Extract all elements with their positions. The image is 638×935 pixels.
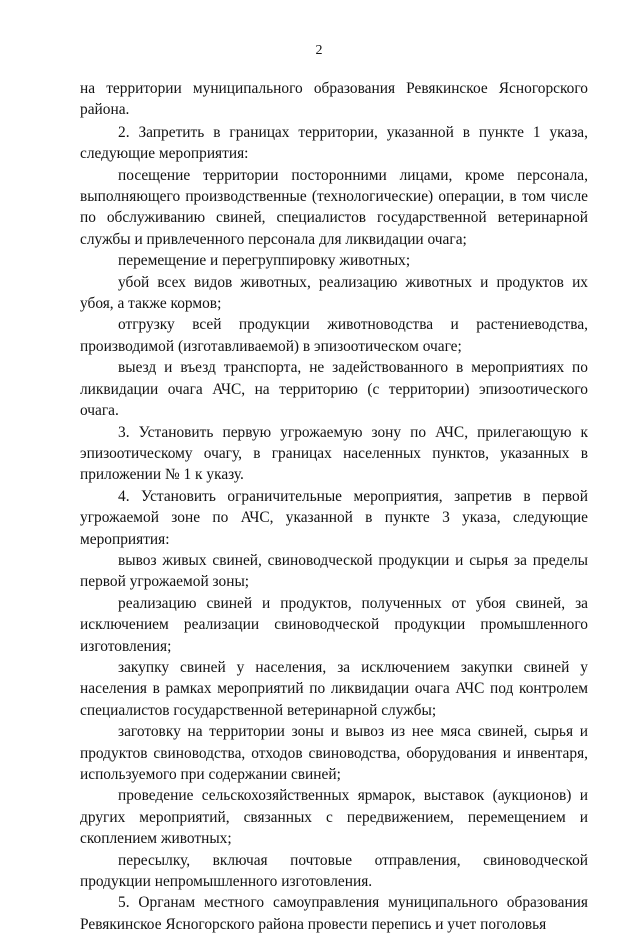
paragraph-restriction-purchase: закупку свиней у населения, за исключением закупки свиней у населения в рамках мероприятий по ликвидации очага АЧС под контролем специалистов государственной ветеринарной службы; xyxy=(80,658,588,719)
paragraph-item-2: 2. Запретить в границах территории, указанной в пункте 1 указа, следующие мероприятия: xyxy=(80,123,588,163)
document-body xyxy=(80,78,588,935)
paragraph-prohibition-movement: перемещение и перегруппировку животных; xyxy=(118,252,411,270)
paragraph-item-3: 3. Установить первую угрожаемую зону по АЧС, прилегающую к эпизоотическому очагу, в границах населенных пунктов, указанных в приложении № 1 к указу. xyxy=(80,423,588,484)
paragraph-restriction-export: вывоз живых свиней, свиноводческой продукции и сырья за пределы первой угрожаемой зоны; xyxy=(80,551,588,591)
paragraph-restriction-mailing: пересылку, включая почтовые отправления, свиноводческой продукции непромышленного изготовления. xyxy=(80,851,588,891)
paragraph-restriction-sale: реализацию свиней и продуктов, полученных от убоя свиней, за исключением реализации свиноводческой продукции промышленного изготовления; xyxy=(80,594,588,655)
paragraph-prohibition-shipment: отгрузку всей продукции животноводства и растениеводства, производимой (изготавливаемой) в эпизоотическом очаге; xyxy=(80,316,588,355)
paragraph-restriction-procurement: заготовку на территории зоны и вывоз из нее мяса свиней, сырья и продуктов свиноводства, отходов свиноводства, оборудования и инвентаря, используемого при содержании свиней; xyxy=(80,723,588,783)
paragraph-prohibition-visits: посещение территории посторонними лицами, кроме персонала, выполняющего производственные (технологические) операции, в том числе по обслуживанию свиней, специалистов государственной ветеринарной службы и привлеченного персонала для ликвидации очага; xyxy=(80,166,588,248)
paragraph-continuation: на территории муниципального образования Ревякинское Ясногорского района. xyxy=(80,80,588,119)
paragraph-item-4: 4. Установить ограничительные мероприятия, запретив в первой угрожаемой зоне по АЧС, указанной в пункте 3 указа, следующие мероприятия: xyxy=(80,487,588,548)
page-number: 2 xyxy=(315,43,323,58)
paragraph-item-5: 5. Органам местного самоуправления муниципального образования Ревякинское Ясногорского района провести перепись и учет поголовья xyxy=(80,894,588,933)
paragraph-prohibition-transport: выезд и въезд транспорта, не задействованного в мероприятиях по ликвидации очага АЧС, на территорию (с территории) эпизоотического очага. xyxy=(80,359,588,420)
paragraph-prohibition-slaughter: убой всех видов животных, реализацию животных и продуктов их убоя, а также кормов; xyxy=(80,273,588,313)
paragraph-restriction-fairs: проведение сельскохозяйственных ярмарок, выставок (аукционов) и других мероприятий, связанных с передвижением, перемещением и скоплением животных; xyxy=(80,787,588,848)
